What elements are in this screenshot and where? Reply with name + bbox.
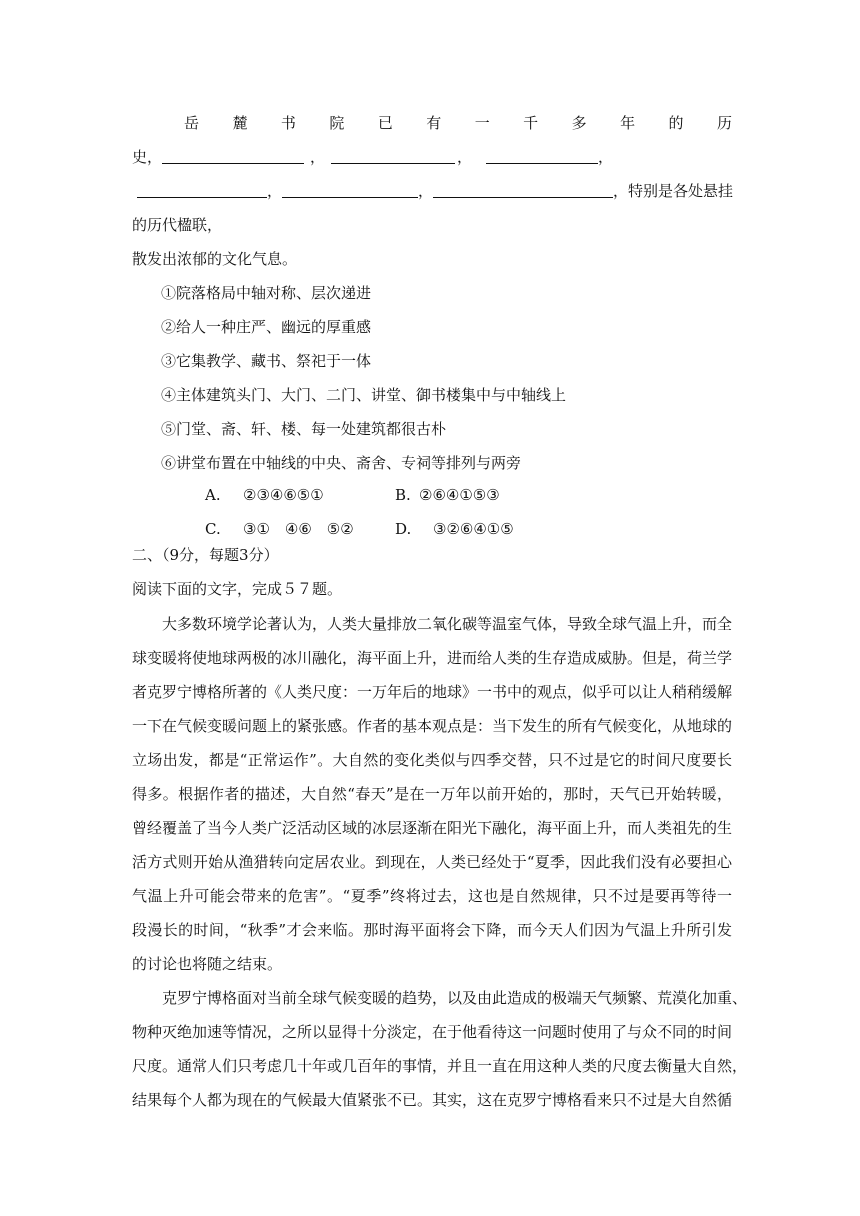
q4-line1-char: 书 xyxy=(280,114,296,132)
passage-line: 尺度。通常人们只考虑几十年或几百年的事情，并且一直在用这种人类的尺度去衡量大自然， xyxy=(132,1057,748,1075)
passage-paragraph-2 xyxy=(132,981,748,1117)
q4-line1-char: 麓 xyxy=(232,114,248,132)
q4-line1-char: 一 xyxy=(474,114,490,132)
passage-line: 的讨论也将随之结束。 xyxy=(132,955,283,973)
option-c-value: ③① ④⑥ ⑤② xyxy=(243,520,354,538)
q4-line2-lead: 史， xyxy=(132,148,163,166)
q4-line2-sep3: ， xyxy=(598,148,614,166)
q4-line2-sep1: ， xyxy=(310,148,326,166)
option-d[interactable] xyxy=(395,519,514,539)
answer-blank-4[interactable] xyxy=(137,183,267,198)
q4-line1-char: 已 xyxy=(377,114,393,132)
q4-line1-char: 年 xyxy=(620,114,636,132)
passage-line: 一下在气候变暖问题上的紧张感。作者的基本观点是：当下发生的所有气候变化，从地球的 xyxy=(132,717,733,735)
passage-paragraph-1 xyxy=(132,607,732,981)
q4-item-6: ⑥讲堂布置在中轴线的中央、斋舍、专祠等排列与两旁 xyxy=(161,454,522,472)
answer-blank-1[interactable] xyxy=(162,149,304,164)
passage-line: 立场出发，都是“正常运作”。大自然的变化类似与四季交替，只不过是它的时间尺度要长 xyxy=(132,751,732,769)
answer-blank-3[interactable] xyxy=(486,149,598,164)
passage-line: 球变暖将使地球两极的冰川融化，海平面上升，进而给人类的生存造成威胁。但是，荷兰学 xyxy=(132,649,733,667)
option-c[interactable] xyxy=(205,519,395,539)
q4-line-4: 的历代楹联， xyxy=(132,216,223,234)
passage-line: 段漫长的时间，“秋季”才会来临。那时海平面将会下降，而今天人们因为气温上升所引发 xyxy=(132,921,732,939)
option-d-label: D. xyxy=(395,520,412,538)
option-b[interactable] xyxy=(395,485,500,505)
q4-line-2 xyxy=(132,147,732,167)
passage-line: 克罗宁博格面对当前全球气候变暖的趋势，以及由此造成的极端天气频繁、荒漠化加重、 xyxy=(162,989,748,1007)
q4-options-row-1 xyxy=(205,485,805,505)
q4-item-3: ③它集教学、藏书、祭祀于一体 xyxy=(161,352,372,370)
q4-line1-char: 多 xyxy=(571,114,587,132)
passage-line: 活方式则开始从渔猎转向定居农业。到现在，人类已经处于“夏季，因此我们没有必要担心 xyxy=(132,853,732,871)
answer-blank-2[interactable] xyxy=(331,149,455,164)
q4-item-5: ⑤门堂、斋、轩、楼、每一处建筑都很古朴 xyxy=(161,420,447,438)
section-heading: 二、（9分，每题3分） xyxy=(132,546,279,564)
option-c-label: C. xyxy=(205,520,221,538)
q4-line-3 xyxy=(137,181,737,201)
q4-line3-sep2: ， xyxy=(418,182,434,200)
q4-line1-char: 千 xyxy=(523,114,539,132)
option-d-value: ③②⑥④①⑤ xyxy=(433,520,514,538)
q4-line3-tail: ，特别是各处悬挂 xyxy=(613,182,734,200)
q4-line-5: 散发出浓郁的文化气息。 xyxy=(132,250,298,268)
passage-line: 曾经覆盖了当今人类广泛活动区域的冰层逐渐在阳光下融化，海平面上升，而人类祖先的生 xyxy=(132,819,733,837)
q4-item-4: ④主体建筑头门、大门、二门、讲堂、御书楼集中与中轴线上 xyxy=(161,386,567,404)
q4-line-1 xyxy=(132,113,732,133)
q4-line1-char: 的 xyxy=(668,114,684,132)
q4-line1-char: 有 xyxy=(426,114,442,132)
q4-line2-sep2: ， xyxy=(457,148,473,166)
option-a-label: A. xyxy=(205,486,221,504)
passage-line: 气温上升可能会带来的危害”。“夏季”终将过去，这也是自然规律，只不过是要再等待一 xyxy=(132,887,732,905)
q4-item-2: ②给人一种庄严、幽远的厚重感 xyxy=(161,318,372,336)
answer-blank-6[interactable] xyxy=(433,183,613,198)
passage-line: 得多。根据作者的描述，大自然“春天”是在一万年以前开始的，那时，天气已开始转暖， xyxy=(132,785,732,803)
answer-blank-5[interactable] xyxy=(282,183,418,198)
q4-options-row-2 xyxy=(205,519,805,539)
q4-item-1: ①院落格局中轴对称、层次递进 xyxy=(161,284,372,302)
option-a[interactable] xyxy=(205,485,395,505)
q4-line1-char: 历 xyxy=(716,114,732,132)
passage-line: 物种灭绝加速等情况，之所以显得十分淡定，在于他看待这一问题时使用了与众不同的时间 xyxy=(132,1023,733,1041)
option-b-label: B. xyxy=(395,486,411,504)
passage-line: 大多数环境学论著认为，人类大量排放二氧化碳等温室气体，导致全球气温上升，而全 xyxy=(162,615,733,633)
option-a-value: ②③④⑥⑤① xyxy=(243,486,324,504)
section-instruction: 阅读下面的文字，完成５７题。 xyxy=(132,580,343,598)
passage-line: 者克罗宁博格所著的《人类尺度：一万年后的地球》一书中的观点，似乎可以让人稍稍缓解 xyxy=(132,683,733,701)
q4-line1-char: 院 xyxy=(329,114,345,132)
q4-line3-sep1: ， xyxy=(267,182,283,200)
q4-line1-char: 岳 xyxy=(184,114,200,132)
passage-line: 结果每个人都为现在的气候最大值紧张不已。其实，这在克罗宁博格看来只不过是大自然循 xyxy=(132,1091,733,1109)
option-b-value: ②⑥④①⑤③ xyxy=(419,486,500,504)
